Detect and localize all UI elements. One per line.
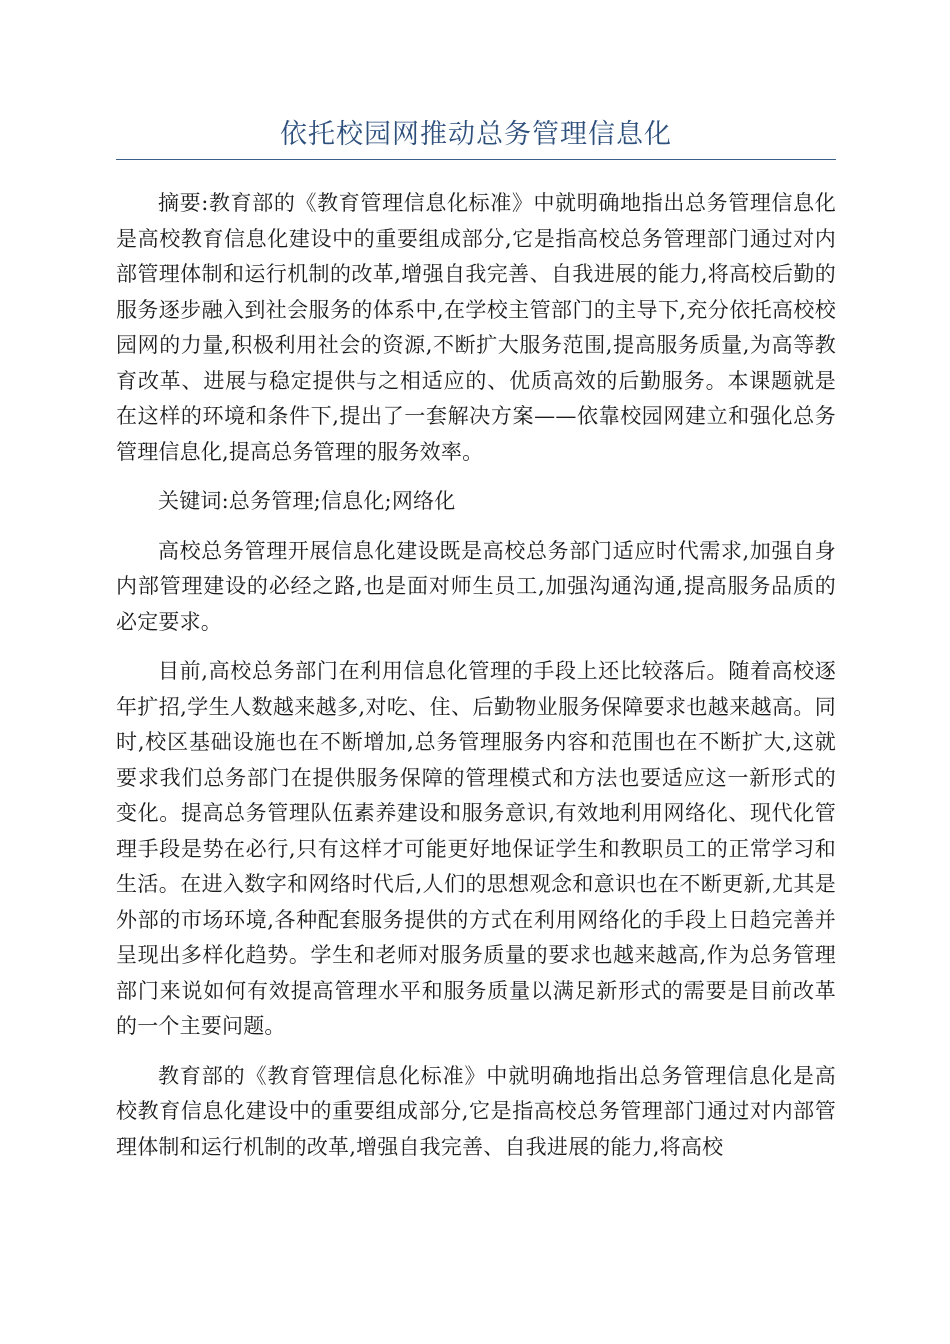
document-body: [116, 186, 836, 1165]
body-paragraph-1: 高校总务管理开展信息化建设既是高校总务部门适应时代需求,加强自身内部管理建设的必经之路,也是面对师生员工,加强沟通沟通,提高服务品质的必定要求。: [116, 538, 836, 634]
body-paragraph-3: 教育部的《教育管理信息化标准》中就明确地指出总务管理信息化是高校教育信息化建设中的重要组成部分,它是指高校总务管理部门通过对内部管理体制和运行机制的改革,增强自我完善、自我进展的能力,将高校: [116, 1063, 836, 1159]
document-title: 依托校园网推动总务管理信息化: [116, 112, 836, 160]
document-page: [116, 112, 836, 1179]
abstract-paragraph: 摘要:教育部的《教育管理信息化标准》中就明确地指出总务管理信息化是高校教育信息化建设中的重要组成部分,它是指高校总务管理部门通过对内部管理体制和运行机制的改革,增强自我完善、自我进展的能力,将高校后勤的服务逐步融入到社会服务的体系中,在学校主管部门的主导下,充分依托高校校园网的力量,积极利用社会的资源,不断扩大服务范围,提高服务质量,为高等教育改革、进展与稳定提供与之相适应的、优质高效的后勤服务。本课题就是在这样的环境和条件下,提出了一套解决方案——依靠校园网建立和强化总务管理信息化,提高总务管理的服务效率。: [116, 191, 836, 464]
body-paragraph-2: 目前,高校总务部门在利用信息化管理的手段上还比较落后。随着高校逐年扩招,学生人数越来越多,对吃、住、后勤物业服务保障要求也越来越高。同时,校区基础设施也在不断增加,总务管理服务内容和范围也在不断扩大,这就要求我们总务部门在提供服务保障的管理模式和方法也要适应这一新形式的变化。提高总务管理队伍素养建设和服务意识,有效地利用网络化、现代化管理手段是势在必行,只有这样才可能更好地保证学生和教职员工的正常学习和生活。在进入数字和网络时代后,人们的思想观念和意识也在不断更新,尤其是外部的市场环境,各种配套服务提供的方式在利用网络化的手段上日趋完善并呈现出多样化趋势。学生和老师对服务质量的要求也越来越高,作为总务管理部门来说如何有效提高管理水平和服务质量以满足新形式的需要是目前改革的一个主要问题。: [116, 659, 836, 1038]
keywords-paragraph: 关键词:总务管理;信息化;网络化: [158, 489, 456, 513]
